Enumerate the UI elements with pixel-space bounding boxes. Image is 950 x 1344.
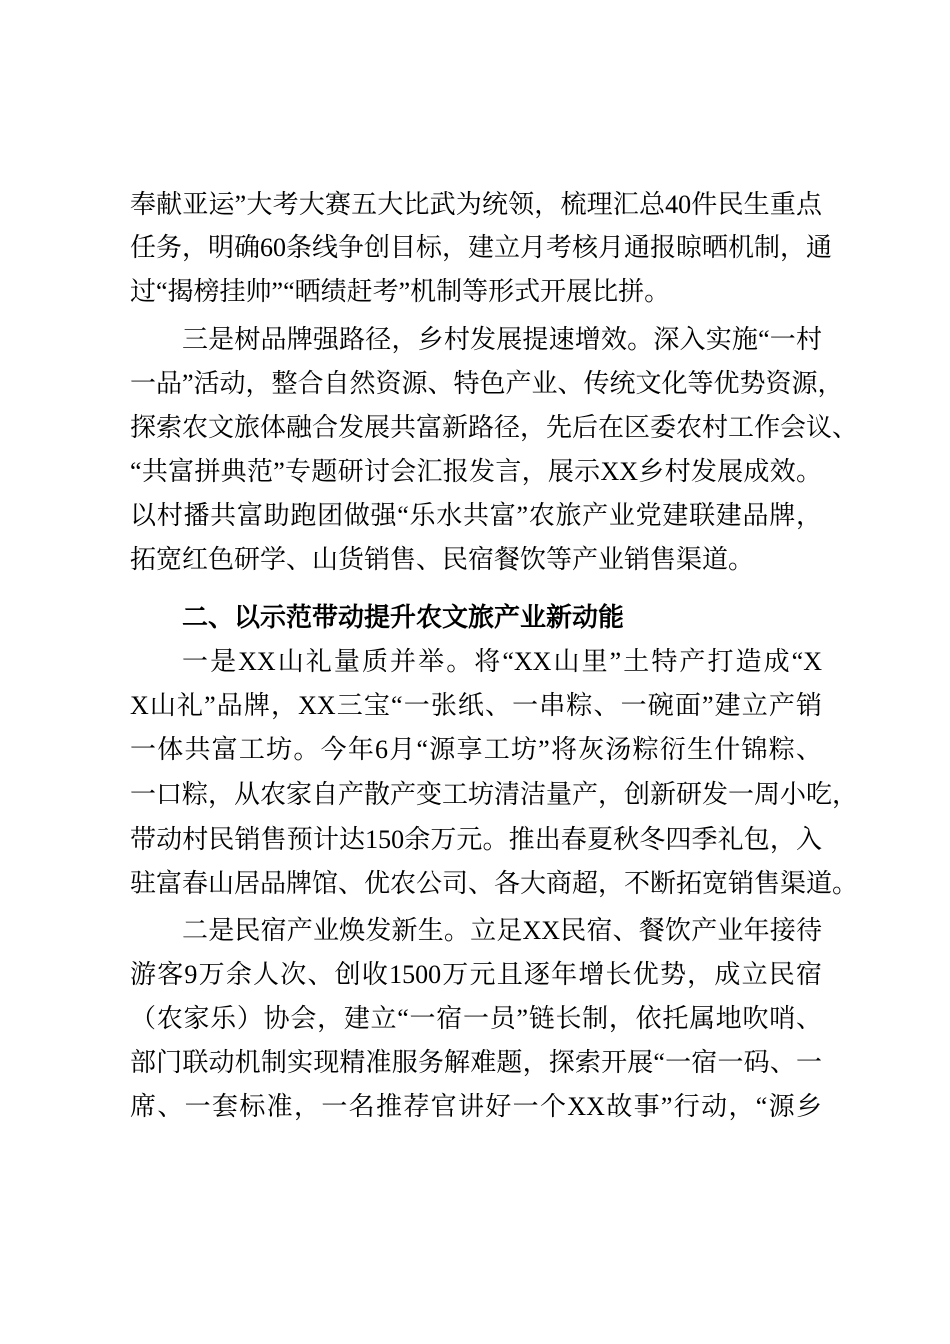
paragraph-line: 一口粽，从农家自产散产变工坊清洁量产，创新研发一周小吃，	[130, 780, 859, 809]
paragraph-line: 拓宽红色研学、山货销售、民宿餐饮等产业销售渠道。	[130, 545, 755, 574]
paragraph-line: 奉献亚运”大考大赛五大比武为统领，梳理汇总40件民生重点	[130, 190, 822, 219]
paragraph-line: 以村播共富助跑团做强“乐水共富”农旅产业党建联建品牌，	[130, 501, 822, 530]
paragraph-line: 任务，明确60条线争创目标，建立月考核月通报晾晒机制，通	[130, 233, 833, 262]
paragraph-line: X山礼”品牌，XX三宝“一张纸、一串粽、一碗面”建立产销	[130, 691, 822, 720]
paragraph-line: 带动村民销售预计达150余万元。推出春夏秋冬四季礼包，入	[130, 825, 822, 854]
paragraph-line: 驻富春山居品牌馆、优农公司、各大商超，不断拓宽销售渠道。	[130, 869, 859, 898]
section-heading: 二、以示范带动提升农文旅产业新动能	[182, 603, 625, 633]
paragraph-line: 过“揭榜挂帅”“晒绩赶考”机制等形式开展比拼。	[130, 277, 671, 306]
paragraph-line: 一体共富工坊。今年6月“源享工坊”将灰汤粽衍生什锦粽、	[130, 735, 822, 764]
paragraph-line: “共富拼典范”专题研讨会汇报发言，展示XX乡村发展成效。	[130, 457, 822, 486]
paragraph-line: 探索农文旅体融合发展共富新路径，先后在区委农村工作会议、	[130, 413, 859, 442]
paragraph-line: （农家乐）协会，建立“一宿一员”链长制，依托属地吹哨、	[130, 1004, 822, 1033]
paragraph-line: 三是树品牌强路径，乡村发展提速增效。深入实施“一村	[182, 325, 822, 354]
paragraph-line: 一品”活动，整合自然资源、特色产业、传统文化等优势资源，	[130, 369, 844, 398]
paragraph-line: 部门联动机制实现精准服务解难题，探索开展“一宿一码、一	[130, 1048, 822, 1077]
paragraph-line: 游客9万余人次、创收1500万元且逐年增长优势，成立民宿	[130, 960, 822, 989]
paragraph-line: 二是民宿产业焕发新生。立足XX民宿、餐饮产业年接待	[182, 916, 822, 945]
paragraph-line: 一是XX山礼量质并举。将“XX山里”土特产打造成“X	[182, 647, 822, 676]
paragraph-line: 席、一套标准，一名推荐官讲好一个XX故事”行动，“源乡	[130, 1092, 822, 1121]
